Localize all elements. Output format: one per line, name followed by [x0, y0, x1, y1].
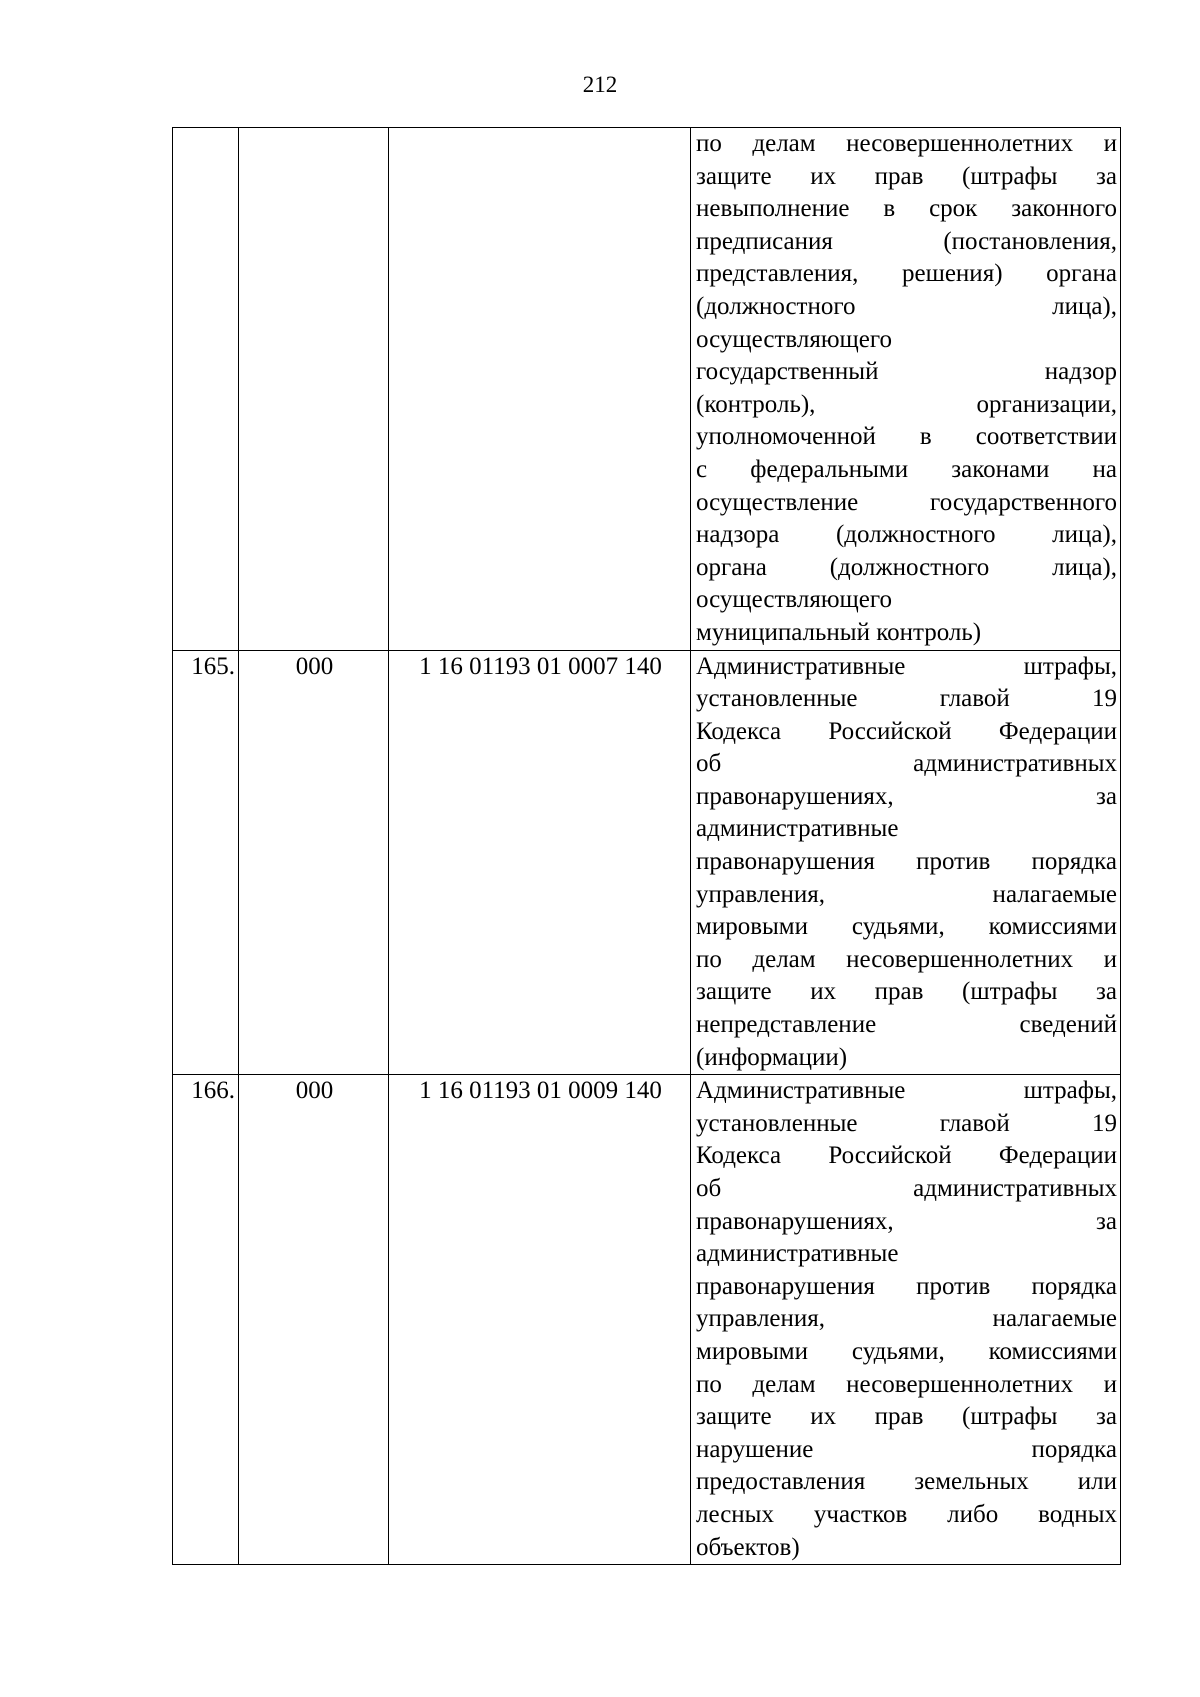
description-line: осуществляющего [696, 325, 892, 353]
description-line: объектов) [696, 1533, 800, 1561]
description-line: правонарушениях, за [696, 782, 1117, 810]
description-line: (должностного лица), [696, 292, 1117, 320]
description-line: представления, решения) органа [696, 260, 1117, 288]
description-line: об административных [696, 750, 1117, 778]
description-line: муниципальный контроль) [696, 618, 982, 646]
description-line: административные [696, 815, 899, 843]
description-line: по делам несовершеннолетних и [696, 945, 1117, 973]
table-body [173, 128, 1121, 1565]
admin-code [239, 128, 389, 651]
kbk-code: 1 16 01193 01 0009 140 [389, 1075, 691, 1565]
description-line: нарушение порядка [696, 1435, 1117, 1463]
admin-code: 000 [239, 650, 389, 1075]
description [691, 650, 1121, 1075]
description-line: Административные штрафы, [696, 652, 1117, 680]
description-line: мировыми судьями, комиссиями [696, 913, 1117, 941]
description-line: правонарушения против порядка [696, 848, 1117, 876]
page-number: 212 [582, 72, 618, 97]
table-row [173, 650, 1121, 1075]
description-line: невыполнение в срок законного [696, 195, 1117, 223]
description-line: осуществляющего [696, 586, 892, 614]
description-line: по делам несовершеннолетних и [696, 130, 1117, 157]
description-line: государственный надзор [696, 358, 1117, 386]
table-row [173, 1075, 1121, 1565]
description-line: защите их прав (штрафы за [696, 162, 1117, 190]
description-line: непредставление сведений [696, 1011, 1117, 1039]
description-line: Кодекса Российской Федерации [696, 1142, 1117, 1170]
description-line: управления, налагаемые [696, 880, 1117, 908]
description-line: об административных [696, 1175, 1117, 1202]
row-number: 165. [173, 650, 239, 1075]
description-line: правонарушениях, за [696, 1207, 1117, 1235]
description-line: органа (должностного лица), [696, 553, 1117, 581]
description-line: правонарушения против порядка [696, 1272, 1117, 1300]
admin-code: 000 [239, 1075, 389, 1565]
description-line: Кодекса Российской Федерации [696, 717, 1117, 745]
row-number: 166. [173, 1075, 239, 1565]
description-line: надзора (должностного лица), [696, 521, 1117, 549]
description [691, 128, 1121, 651]
description-line: мировыми судьями, комиссиями [696, 1337, 1117, 1365]
description-line: (информации) [696, 1043, 848, 1071]
description-line: осуществление государственного [696, 488, 1117, 516]
description-line: административные [696, 1240, 899, 1268]
description-line: установленные главой 19 [696, 1109, 1117, 1137]
description-line: установленные главой 19 [696, 685, 1117, 713]
description [691, 1075, 1121, 1565]
row-number [173, 128, 239, 651]
kbk-code: 1 16 01193 01 0007 140 [389, 650, 691, 1075]
table-row [173, 128, 1121, 651]
description-line: (контроль), организации, [696, 390, 1117, 418]
description-line: предоставления земельных или [696, 1468, 1117, 1496]
description-line: предписания (постановления, [696, 227, 1117, 255]
description-line: защите их прав (штрафы за [696, 1403, 1117, 1431]
description-line: лесных участков либо водных [696, 1500, 1117, 1528]
description-line: управления, налагаемые [696, 1305, 1117, 1333]
kbk-code [389, 128, 691, 651]
codes-table [172, 127, 1121, 1565]
description-line: Административные штрафы, [696, 1077, 1117, 1105]
description-line: по делам несовершеннолетних и [696, 1370, 1117, 1398]
description-line: защите их прав (штрафы за [696, 978, 1117, 1006]
description-line: уполномоченной в соответствии [696, 423, 1117, 451]
description-line: с федеральными законами на [696, 455, 1117, 483]
